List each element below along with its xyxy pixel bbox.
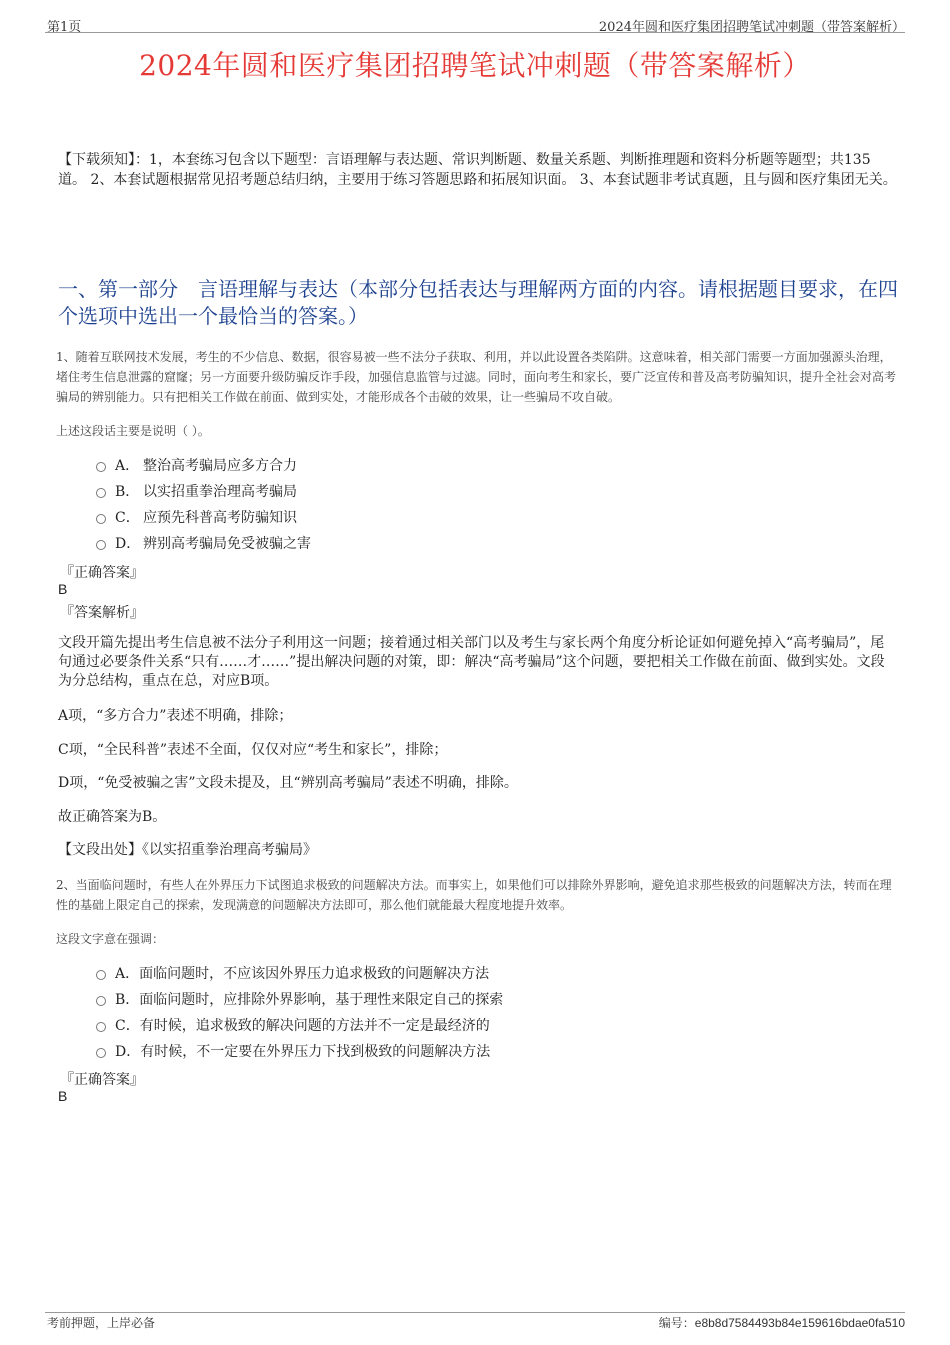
- header-doc-title: 2024年圆和医疗集团招聘笔试冲刺题（带答案解析）: [598, 20, 905, 35]
- radio-icon[interactable]: [96, 1048, 106, 1058]
- option-c[interactable]: [96, 1012, 796, 1038]
- analysis-option-c: C项，“全民科普”表述不全面，仅仅对应“考生和家长”，排除；: [58, 742, 448, 758]
- radio-icon[interactable]: [96, 462, 106, 472]
- option-d[interactable]: [96, 1038, 796, 1064]
- option-text: 有时候，不一定要在外界压力下找到极致的问题解决方法: [140, 1044, 491, 1060]
- header-divider: [45, 32, 905, 33]
- radio-icon[interactable]: [96, 488, 106, 498]
- analysis-conclusion: 故正确答案为B。: [58, 809, 167, 825]
- question-2-options: [96, 960, 796, 1064]
- option-b[interactable]: [96, 986, 796, 1012]
- correct-answer: B: [58, 1088, 68, 1104]
- radio-icon[interactable]: [96, 970, 106, 980]
- section-heading: 一、第一部分 言语理解与表达（本部分包括表达与理解两方面的内容。请根据题目要求，在四个选项中选出一个最恰当的答案。）: [58, 277, 898, 328]
- footer-code: [659, 1314, 905, 1331]
- option-text: 面临问题时，不应该因外界压力追求极致的问题解决方法: [139, 966, 490, 982]
- correct-answer: B: [58, 581, 68, 597]
- question-1-options: [96, 452, 796, 556]
- radio-icon[interactable]: [96, 996, 106, 1006]
- option-text: 以实招重拳治理高考骗局: [143, 484, 297, 500]
- option-text: 整治高考骗局应多方合力: [143, 458, 297, 474]
- option-letter: D．: [115, 536, 141, 552]
- option-a[interactable]: [96, 452, 796, 478]
- option-b[interactable]: [96, 478, 796, 504]
- footer-slogan: 考前押题，上岸必备: [47, 1316, 156, 1330]
- download-notice: 【下载须知】：1，本套练习包含以下题型：言语理解与表达题、常识判断题、数量关系题、判断推理题和资料分析题等题型；共135道。 2、本套试题根据常见招考题总结归纳，主要用于练习答题思路和拓展知识面。 3、本套试题非考试真题，且与圆和医疗集团无关。: [58, 152, 897, 188]
- radio-icon[interactable]: [96, 540, 106, 550]
- option-letter: A．: [115, 458, 140, 474]
- question-2-text: 2、当面临问题时，有些人在外界压力下试图追求极致的问题解决方法。而事实上，如果他们可以排除外界影响，避免追求那些极致的问题解决方法，转而在理性的基础上限定自己的探索，发现满意的问题解决方法即可，那么他们就能最大程度地提升效率。: [56, 878, 892, 912]
- analysis-text: 文段开篇先提出考生信息被不法分子利用这一问题；接着通过相关部门以及考生与家长两个角度分析论证如何避免掉入“高考骗局”，尾句通过必要条件关系“只有……才……”提出解决问题的对策，即：解决“高考骗局”这个问题，要把相关工作做在前面、做到实处。文段为分总结构，重点在总，对应B项。: [58, 635, 885, 689]
- option-letter: D．: [115, 1044, 141, 1060]
- analysis-label: 『答案解析』: [60, 605, 144, 621]
- document-title: 2024年圆和医疗集团招聘笔试冲刺题（带答案解析）: [139, 49, 811, 82]
- analysis-option-d: D项，“免受被骗之害”文段未提及，且“辨别高考骗局”表述不明确，排除。: [58, 775, 518, 791]
- option-text: 应预先科普高考防骗知识: [143, 510, 297, 526]
- option-letter: B．: [115, 484, 140, 500]
- option-letter: A．: [115, 966, 140, 982]
- option-c[interactable]: [96, 504, 796, 530]
- radio-icon[interactable]: [96, 514, 106, 524]
- option-a[interactable]: [96, 960, 796, 986]
- question-1-stem: 上述这段话主要是说明（ ）。: [56, 424, 210, 438]
- option-text: 面临问题时，应排除外界影响，基于理性来限定自己的探索: [139, 992, 504, 1008]
- option-letter: C．: [115, 510, 140, 526]
- option-text: 有时候，追求极致的解决问题的方法并不一定是最经济的: [139, 1018, 490, 1034]
- option-d[interactable]: [96, 530, 796, 556]
- page-number: 第1页: [47, 20, 82, 35]
- code-value: e8b8d7584493b84e159616bdae0fa510: [694, 1316, 905, 1330]
- radio-icon[interactable]: [96, 1022, 106, 1032]
- correct-answer-label: 『正确答案』: [60, 1072, 144, 1088]
- question-2-stem: 这段文字意在强调：: [56, 932, 165, 946]
- option-text: 辨别高考骗局免受被骗之害: [143, 536, 311, 552]
- option-letter: B．: [115, 992, 140, 1008]
- correct-answer-label: 『正确答案』: [60, 565, 144, 581]
- passage-source: 【文段出处】《以实招重拳治理高考骗局》: [58, 842, 317, 858]
- question-1-text: 1、随着互联网技术发展，考生的不少信息、数据，很容易被一些不法分子获取、利用，并以此设置各类陷阱。这意味着，相关部门需要一方面加强源头治理，堵住考生信息泄露的窟窿；另一方面要升级防骗反诈手段，加强信息监管与过滤。同时，面向考生和家长，要广泛宣传和普及高考防骗知识，提升全社会对高考骗局的辨别能力。只有把相关工作做在前面、做到实处，才能形成各个击破的效果，让一些骗局不攻自破。: [56, 350, 897, 404]
- footer-divider: [45, 1312, 905, 1313]
- option-letter: C．: [115, 1018, 140, 1034]
- code-label: 编号：: [658, 1316, 695, 1330]
- analysis-option-a: A项，“多方合力”表述不明确，排除；: [58, 708, 293, 724]
